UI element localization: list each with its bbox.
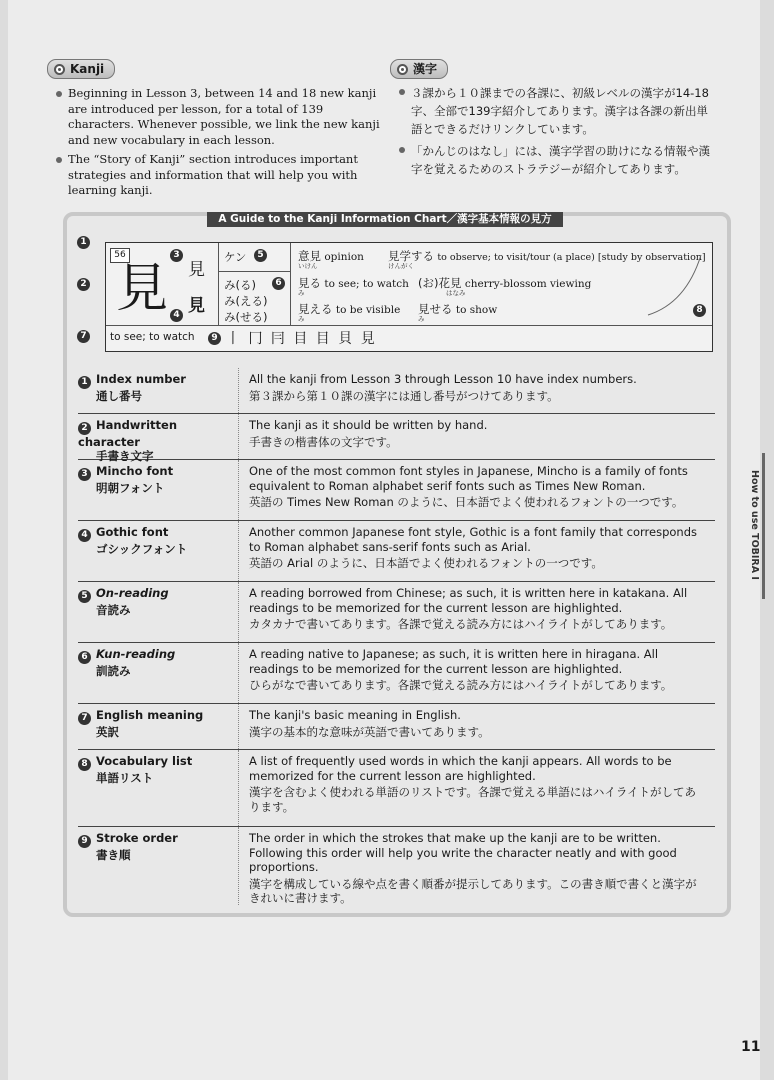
table-row: 6 Kun-reading 訓読み A reading native to Japanese; as such, it is written here in hiragana. All readings to be memorized for the current lesson are highlighted. ひらがなで書いてあります。各課で覚える読み方にはハイライトがしてあります。: [78, 643, 715, 704]
ja-intro-list: [397, 84, 715, 182]
kunyomi-3: み(せる): [224, 310, 268, 324]
kanji-guide-box: [63, 212, 731, 917]
table-row: 7 English meaning 英訳 The kanji's basic meaning in English. 漢字の基本的な意味が英語で書いてあります。: [78, 704, 715, 750]
english-meaning: to see; to watch: [110, 331, 195, 343]
list-item: 「かんじのはなし」には、漢字学習の助けになる情報や漢字を覚えるためのストラテジーが紹介してあります。: [397, 142, 715, 178]
mincho-kanji: 見: [188, 260, 205, 280]
page: [8, 0, 760, 1080]
index-number: 56: [110, 248, 130, 263]
marker-9: 9: [208, 332, 221, 345]
page-number: 11: [741, 1039, 761, 1055]
target-icon: [54, 64, 65, 75]
kanji-info-chart: [105, 242, 713, 352]
table-row: 9 Stroke order 書き順 The order in which the strokes that make up the kanji are to be written. Following this order will help you write the character neatly and with good proportions. 漢字を構成している線や点を書く順番が提示してあります。この書き順で書くと漢字がきれいに書けます。: [78, 827, 715, 905]
marker-4: 4: [170, 309, 183, 322]
vocab-item: 見る to see; to watch み: [298, 276, 409, 297]
kanji-intro-list: [54, 86, 384, 203]
vocab-item: 見える to be visible み: [298, 302, 401, 323]
marker-1: 1: [77, 236, 90, 249]
table-row: 8 Vocabulary list 単語リスト A list of frequently used words in which the kanji appears. All words to be memorized for the current lesson are highlighted. 漢字を含むよく使われる単語のリストです。各課で覚える単語にはハイライトがしてあります。: [78, 750, 715, 827]
marker-7: 7: [77, 330, 90, 343]
explanation-table: [78, 368, 715, 905]
kanji-section-tag: [47, 59, 115, 79]
table-row: 2 Handwritten character 手書き文字 The kanji as it should be written by hand. 手書きの楷書体の文字です。: [78, 414, 715, 460]
marker-3: 3: [170, 249, 183, 262]
gothic-kanji: 見: [188, 296, 205, 316]
handwritten-kanji: 見: [116, 259, 169, 319]
marker-8: 8: [693, 304, 706, 317]
table-row: 3 Mincho font 明朝フォント One of the most common font styles in Japanese, Mincho is a family of fonts equivalent to Roman alphabet serif fonts such as Times New Roman. 英語の Times New Roman のように、日本語でよく使われるフォントの一つです。: [78, 460, 715, 521]
marker-6: 6: [272, 277, 285, 290]
kanji-tag-label: Kanji: [70, 62, 105, 76]
stroke-order: 丨 冂 冃 目 目 貝 見: [226, 331, 377, 347]
marker-2: 2: [77, 278, 90, 291]
vocab-item: (お)花見 cherry-blossom viewing はなみ: [418, 276, 592, 297]
kunyomi-2: み(える): [224, 294, 268, 308]
vocab-item: 見せる to show み: [418, 302, 498, 323]
target-icon: [397, 64, 408, 75]
onyomi: ケン: [224, 250, 247, 264]
guide-title: A Guide to the Kanji Information Chart／漢字基本情報の見方: [207, 212, 563, 227]
ja-section-tag: [390, 59, 448, 79]
side-label: How to use TOBIRA I: [749, 470, 760, 580]
table-row: 1 Index number 通し番号 All the kanji from Lesson 3 through Lesson 10 have index numbers. 第３課から第１０課の漢字には通し番号がつけてあります。: [78, 368, 715, 414]
marker-5: 5: [254, 249, 267, 262]
vocab-item: 見学する to observe; to visit/tour (a place) [study by observation] けんがく: [388, 249, 706, 270]
list-item: ３課から１０課までの各課に、初級レベルの漢字が14-18字、全部で139字紹介してあります。漢字は各課の新出単語とできるだけリンクしています。: [397, 84, 715, 138]
table-row: 5 On-reading 音読み A reading borrowed from Chinese; as such, it is written here in katakana. All readings to be memorized for the current lesson are highlighted. カタカナで書いてあります。各課で覚える読み方にはハイライトがしてあります。: [78, 582, 715, 643]
list-item: Beginning in Lesson 3, between 14 and 18 new kanji are introduced per lesson, for a total of 139 characters. Whenever possible, we link the new kanji and new vocabulary in each lesson.: [54, 86, 384, 148]
kunyomi-1: み(る): [224, 278, 256, 292]
ja-tag-label: 漢字: [413, 62, 438, 76]
vocab-item: 意見 opinion いけん: [298, 249, 364, 270]
list-item: The “Story of Kanji” section introduces important strategies and information that will help you with learning kanji.: [54, 152, 384, 199]
table-row: 4 Gothic font ゴシックフォント Another common Japanese font style, Gothic is a font family that corresponds to Roman alphabet sans-serif fonts such as Arial. 英語の Arial のように、日本語でよく使われるフォントの一つです。: [78, 521, 715, 582]
